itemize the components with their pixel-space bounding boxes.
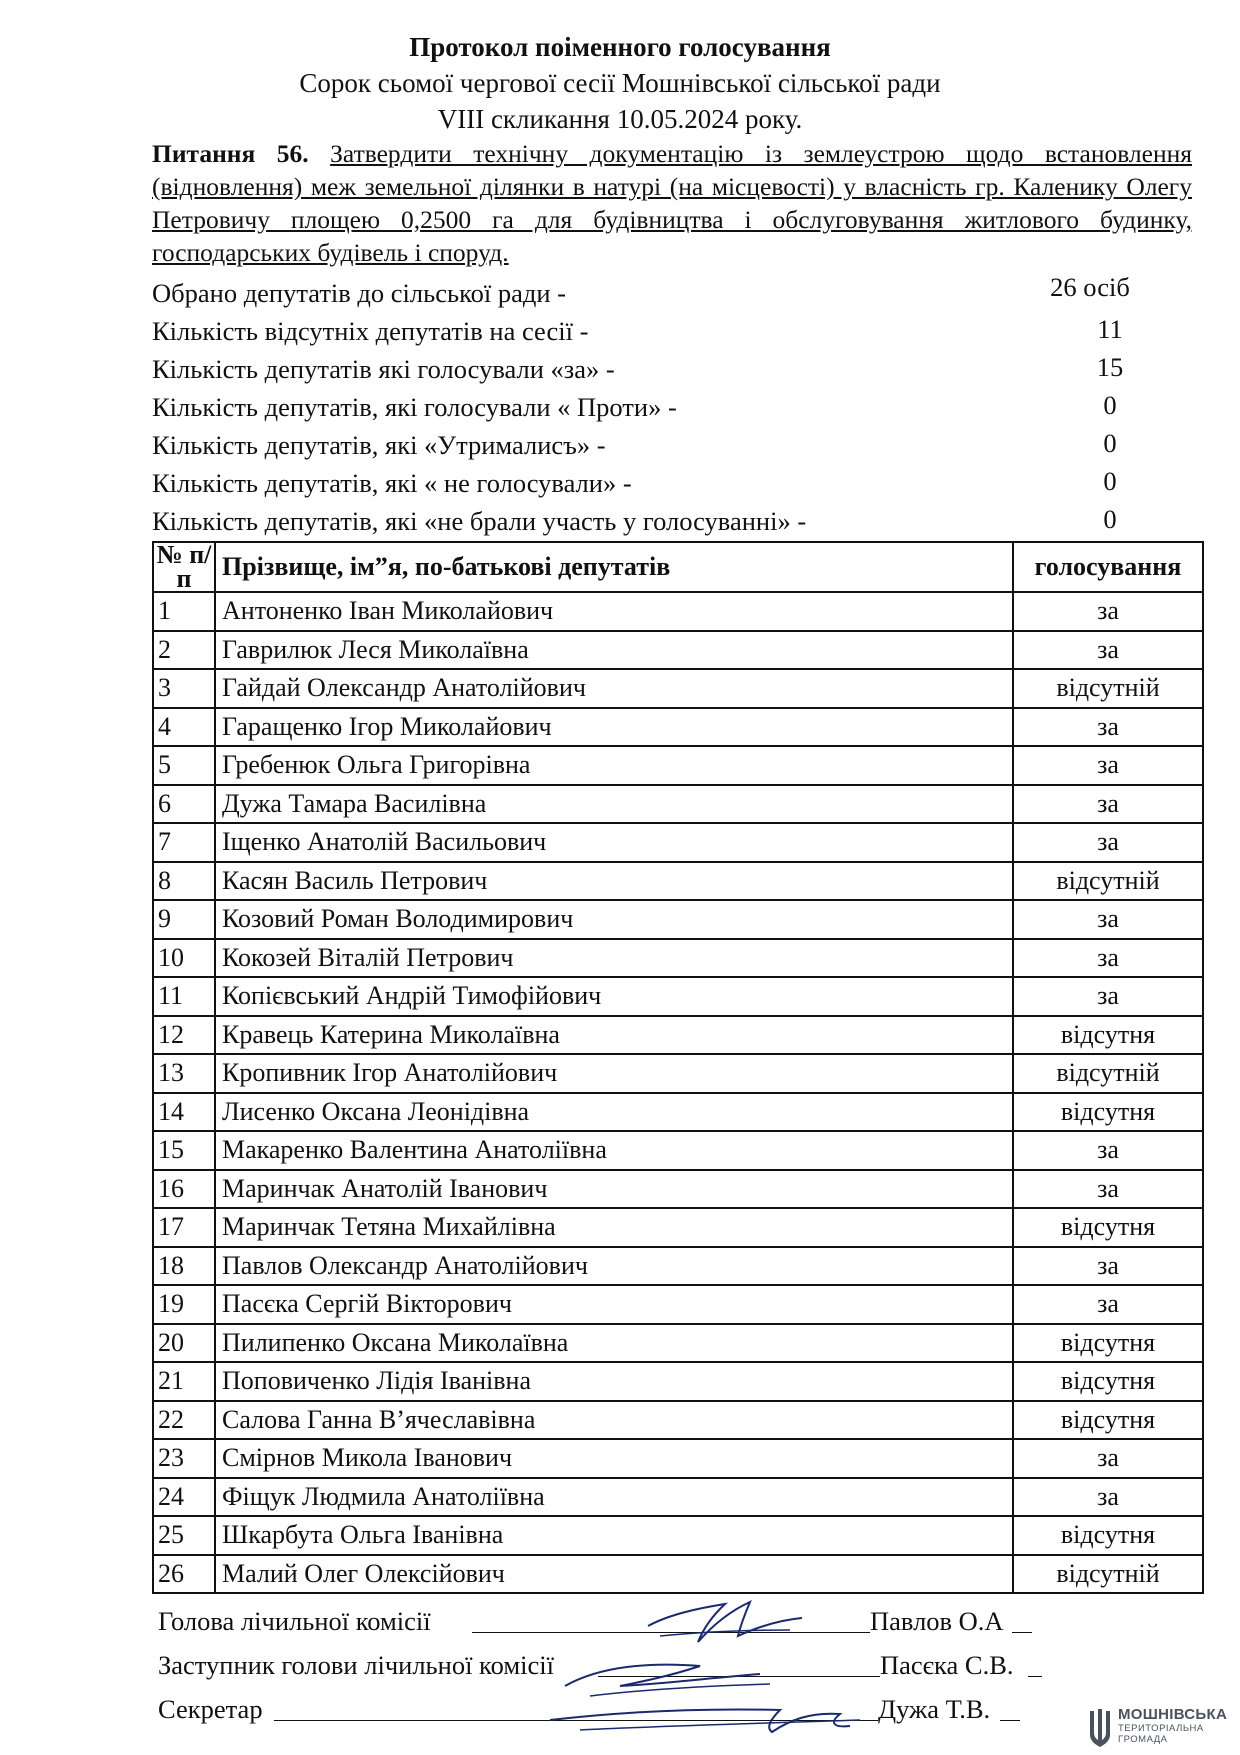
header-vote: голосування — [1013, 542, 1203, 592]
table-row — [153, 1555, 1203, 1594]
stat-value: 0 — [1103, 390, 1117, 420]
votes-table — [152, 541, 1204, 1594]
chair-name: Павлов О.А — [870, 1606, 1004, 1636]
stat-label: Кількість депутатів, які «не брали участь у голосуванні» - — [152, 506, 807, 536]
stat-value: 0 — [1103, 466, 1117, 496]
deputy-name-tail — [1028, 1676, 1042, 1677]
table-row — [153, 862, 1203, 901]
row-number: 17 — [153, 1208, 215, 1247]
row-number: 15 — [153, 1131, 215, 1170]
stat-label: Кількість депутатів, які голосували « Проти» - — [152, 392, 677, 422]
deputy-name: Пилипенко Оксана Миколаївна — [215, 1324, 1013, 1363]
deputy-name: Салова Ганна В’ячеславівна — [215, 1401, 1013, 1440]
deputy-name: Маринчак Тетяна Михайлівна — [215, 1208, 1013, 1247]
table-row — [153, 1478, 1203, 1517]
vote-value: відсутня — [1013, 1324, 1203, 1363]
question-block: Питання 56. Затвердити технічну документацію із землеустрою щодо встановлення (відновлення) меж земельної ділянки в натурі (на місцевості) у власність гр. Каленику Олегу Петровичу площею 0,2500 га для будівництва і обслуговування житлового будинку, господарських будівель і споруд. — [152, 139, 1192, 267]
row-number: 1 — [153, 592, 215, 631]
table-row — [153, 939, 1203, 978]
stat-value: 11 — [1097, 314, 1123, 344]
table-row — [153, 900, 1203, 939]
table-row — [153, 1131, 1203, 1170]
row-number: 12 — [153, 1016, 215, 1055]
vote-value: за — [1013, 1285, 1203, 1324]
table-row — [153, 1016, 1203, 1055]
deputy-name: Гайдай Олександр Анатолійович — [215, 669, 1013, 708]
row-number: 21 — [153, 1362, 215, 1401]
vote-value: відсутній — [1013, 1555, 1203, 1594]
row-number: 6 — [153, 785, 215, 824]
deputy-name: Антоненко Іван Миколайович — [215, 592, 1013, 631]
table-row — [153, 1170, 1203, 1209]
vote-value: відсутня — [1013, 1016, 1203, 1055]
question-label: Питання 56 — [152, 139, 303, 168]
stat-label: Обрано депутатів до сільської ради - — [152, 278, 566, 308]
chair-role: Голова лічильної комісії — [158, 1606, 431, 1636]
table-row — [153, 1093, 1203, 1132]
deputy-name: Кропивник Ігор Анатолійович — [215, 1054, 1013, 1093]
row-number: 16 — [153, 1170, 215, 1209]
chair-signature-icon — [640, 1596, 810, 1648]
table-row — [153, 1247, 1203, 1286]
vote-value: відсутній — [1013, 862, 1203, 901]
secretary-signature-icon — [540, 1690, 870, 1740]
deputy-name: Касян Василь Петрович — [215, 862, 1013, 901]
vote-value: за — [1013, 1170, 1203, 1209]
deputy-name: Кокозей Віталій Петрович — [215, 939, 1013, 978]
row-number: 10 — [153, 939, 215, 978]
secretary-name-tail — [1000, 1720, 1020, 1721]
row-number: 22 — [153, 1401, 215, 1440]
table-row — [153, 1516, 1203, 1555]
document-convocation: VIII скликання 10.05.2024 року. — [437, 104, 803, 134]
row-number: 14 — [153, 1093, 215, 1132]
deputy-name: Маринчак Анатолій Іванович — [215, 1170, 1013, 1209]
table-row — [153, 1362, 1203, 1401]
row-number: 7 — [153, 823, 215, 862]
vote-value: за — [1013, 746, 1203, 785]
table-row — [153, 1439, 1203, 1478]
vote-value: за — [1013, 1131, 1203, 1170]
vote-value: за — [1013, 1439, 1203, 1478]
row-number: 8 — [153, 862, 215, 901]
table-row — [153, 1324, 1203, 1363]
vote-value: за — [1013, 1247, 1203, 1286]
table-header-row — [153, 542, 1203, 592]
stat-label: Кількість депутатів, які «Утрималисъ» - — [152, 430, 606, 460]
vote-value: відсутній — [1013, 669, 1203, 708]
deputy-name: Поповиченко Лідія Іванівна — [215, 1362, 1013, 1401]
header-name: Прізвище, ім”я, по-батькові депутатів — [215, 542, 1013, 592]
table-row — [153, 708, 1203, 747]
table-row — [153, 1054, 1203, 1093]
stat-value: 0 — [1103, 504, 1117, 534]
stat-value: 26 осіб — [1050, 272, 1130, 302]
row-number: 5 — [153, 746, 215, 785]
row-number: 18 — [153, 1247, 215, 1286]
deputy-name: Копієвський Андрій Тимофійович — [215, 977, 1013, 1016]
row-number: 25 — [153, 1516, 215, 1555]
watermark-line1: МОШНІВСЬКА — [1118, 1706, 1228, 1723]
vote-value: за — [1013, 785, 1203, 824]
table-row — [153, 823, 1203, 862]
vote-value: відсутня — [1013, 1208, 1203, 1247]
question-text: Затвердити технічну документацію із землеустрою щодо встановлення (відновлення) меж земельної ділянки в натурі (на місцевості) у власність гр. Каленику Олегу Петровичу площею 0,2500 га для будівництва і обслуговування житлового будинку, господарських будівель і споруд. — [152, 139, 1192, 267]
row-number: 3 — [153, 669, 215, 708]
deputy-name: Дужа Тамара Василівна — [215, 785, 1013, 824]
header-number: № п/п — [153, 542, 215, 592]
secretary-name: Дужа Т.В. — [878, 1694, 991, 1724]
deputy-name: Кравець Катерина Миколаївна — [215, 1016, 1013, 1055]
vote-value: за — [1013, 977, 1203, 1016]
table-row — [153, 746, 1203, 785]
table-row — [153, 631, 1203, 670]
deputy-name: Малий Олег Олексійович — [215, 1555, 1013, 1594]
table-row — [153, 592, 1203, 631]
table-row — [153, 977, 1203, 1016]
table-row — [153, 669, 1203, 708]
deputy-name: Гребенюк Ольга Григорівна — [215, 746, 1013, 785]
vote-value: за — [1013, 631, 1203, 670]
table-row — [153, 1285, 1203, 1324]
stat-label: Кількість депутатів, які « не голосували» - — [152, 468, 632, 498]
table-row — [153, 785, 1203, 824]
watermark-text — [1118, 1707, 1227, 1745]
vote-value: відсутня — [1013, 1362, 1203, 1401]
document-subtitle: Сорок сьомої чергової сесії Мошнівської сільської ради — [299, 68, 941, 98]
vote-value: відсутній — [1013, 1054, 1203, 1093]
deputy-name: Іщенко Анатолій Васильович — [215, 823, 1013, 862]
deputy-name: Шкарбута Ольга Іванівна — [215, 1516, 1013, 1555]
stat-value: 15 — [1096, 352, 1124, 382]
vote-value: відсутня — [1013, 1516, 1203, 1555]
row-number: 24 — [153, 1478, 215, 1517]
deputy-name: Гаращенко Ігор Миколайович — [215, 708, 1013, 747]
deputy-name: Гаврилюк Леся Миколаївна — [215, 631, 1013, 670]
row-number: 23 — [153, 1439, 215, 1478]
vote-value: за — [1013, 900, 1203, 939]
row-number: 13 — [153, 1054, 215, 1093]
document-title: Протокол поіменного голосування — [409, 32, 831, 62]
stat-value: 0 — [1103, 428, 1117, 458]
deputy-name: Пасєка Сергій Вікторович — [215, 1285, 1013, 1324]
deputy-name: Козовий Роман Володимирович — [215, 900, 1013, 939]
secretary-role: Секретар — [158, 1694, 263, 1724]
row-number: 4 — [153, 708, 215, 747]
row-number: 9 — [153, 900, 215, 939]
vote-value: за — [1013, 823, 1203, 862]
deputy-name: Павлов Олександр Анатолійович — [215, 1247, 1013, 1286]
deputy-name: Смірнов Микола Іванович — [215, 1439, 1013, 1478]
stat-label: Кількість депутатів які голосували «за» - — [152, 354, 615, 384]
row-number: 20 — [153, 1324, 215, 1363]
vote-value: відсутня — [1013, 1093, 1203, 1132]
deputy-name: Макаренко Валентина Анатоліївна — [215, 1131, 1013, 1170]
deputy-name: Пасєка С.В. — [880, 1650, 1014, 1680]
table-row — [153, 1401, 1203, 1440]
vote-value: відсутня — [1013, 1401, 1203, 1440]
table-row — [153, 1208, 1203, 1247]
vote-value: за — [1013, 939, 1203, 978]
deputy-name: Лисенко Оксана Леонідівна — [215, 1093, 1013, 1132]
row-number: 2 — [153, 631, 215, 670]
deputy-name: Фіщук Людмила Анатоліївна — [215, 1478, 1013, 1517]
vote-value: за — [1013, 592, 1203, 631]
row-number: 11 — [153, 977, 215, 1016]
row-number: 19 — [153, 1285, 215, 1324]
vote-value: за — [1013, 1478, 1203, 1517]
deputy-role: Заступник голови лічильної комісії — [158, 1650, 554, 1680]
watermark-line3: ГРОМАДА — [1118, 1734, 1168, 1745]
watermark-line2: ТЕРИТОРІАЛЬНА — [1118, 1723, 1204, 1734]
chair-name-tail — [1012, 1632, 1032, 1633]
vote-value: за — [1013, 708, 1203, 747]
stat-label: Кількість відсутніх депутатів на сесії - — [152, 316, 589, 346]
row-number: 26 — [153, 1555, 215, 1594]
